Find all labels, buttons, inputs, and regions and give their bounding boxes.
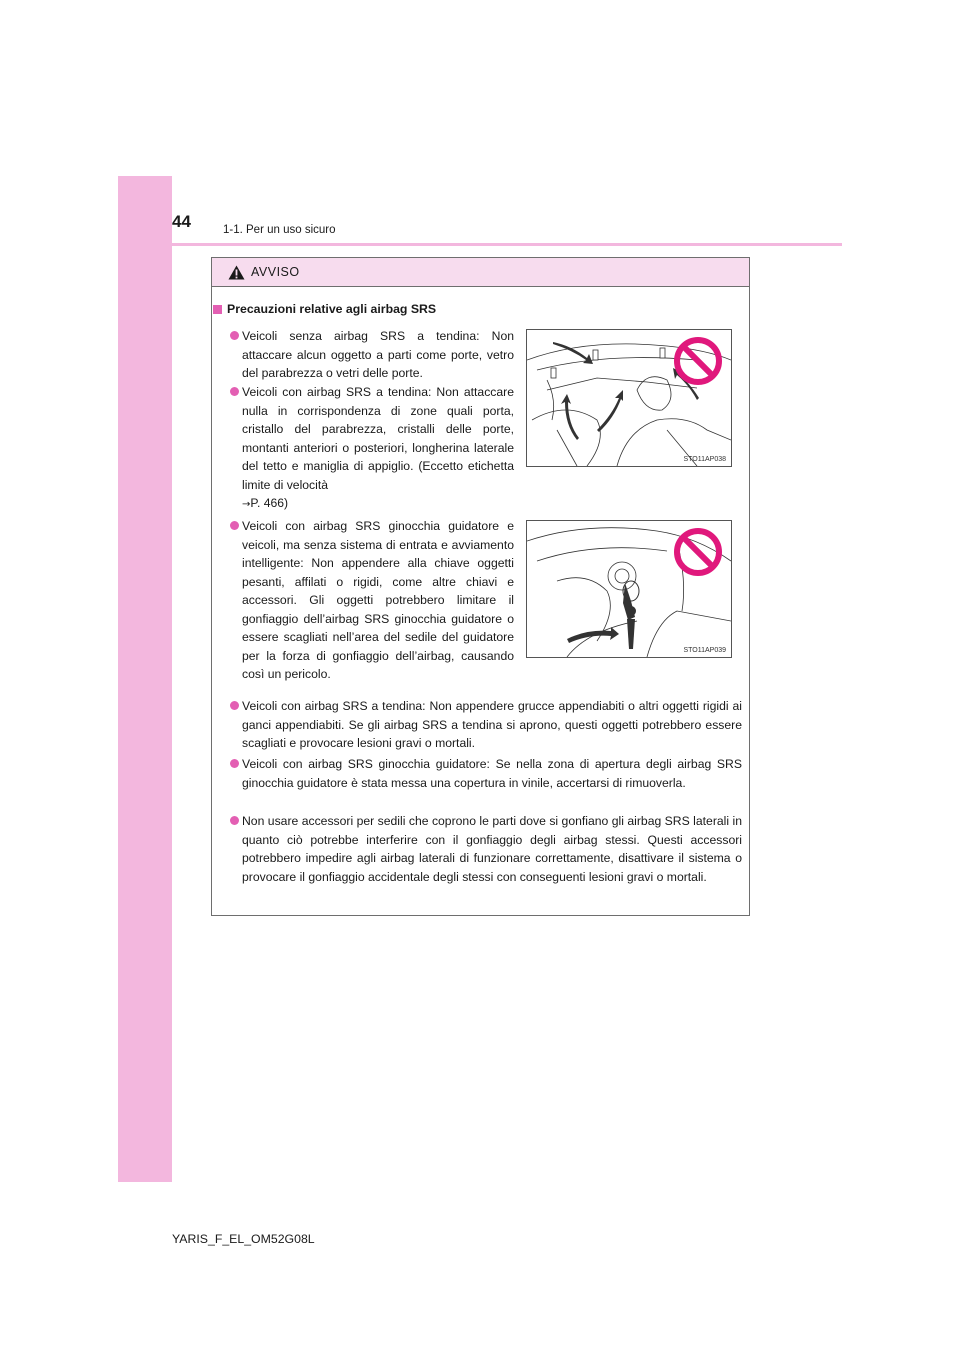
list-item: Veicoli con airbag SRS ginocchia guidatore e veicoli, ma senza sistema di entrata e avviamento intelligente: Non appendere alla chiave oggetti pesanti, affilati o rigidi, come altre chiavi e accessori. Gli oggetti potrebbero limitare il gonfiaggio dell’airbag SRS ginocchia guidatore o essere scagliati nell’area del sedile del guidatore per la forza di gonfiaggio dell’airbag, causando così un pericolo.	[242, 517, 514, 684]
warning-triangle-icon	[228, 265, 245, 280]
list-item: Veicoli con airbag SRS a tendina: Non appendere grucce appendiabiti o altri oggetti rigidi ai ganci appendiabiti. Se gli airbag SRS a tendina si aprono, questi oggetti potrebbero essere scagliati e provocare lesioni gravi o mortali.	[242, 697, 742, 753]
bullet-circle-icon	[230, 387, 239, 396]
document-code: YARIS_F_EL_OM52G08L	[172, 1232, 315, 1246]
prohibition-icon	[673, 336, 723, 386]
list-item: Veicoli con airbag SRS ginocchia guidatore: Se nella zona di apertura degli airbag SRS ginocchia guidatore è stata messa una copertura in vinile, accertarsi di rimuoverla.	[242, 755, 742, 792]
prohibition-icon	[673, 527, 723, 577]
list-item: Veicoli senza airbag SRS a tendina: Non attaccare alcun oggetto a parti come porte, vetro del parabrezza o vetri delle porte.	[242, 327, 514, 383]
bullet-circle-icon	[230, 701, 239, 710]
bullet-circle-icon	[230, 816, 239, 825]
subheading-text: Precauzioni relative agli airbag SRS	[227, 302, 437, 316]
reference-arrow: →	[242, 499, 251, 510]
illustration-key-ignition	[526, 520, 732, 658]
bullet-circle-icon	[230, 331, 239, 340]
page-reference: P. 466)	[250, 496, 289, 510]
side-tab-band	[118, 176, 172, 1182]
warning-header	[212, 258, 749, 287]
list-item: Non usare accessori per sedili che coprono le parti dove si gonfiano gli airbag SRS laterali in quanto ciò potrebbe interferire con il gonfiaggio degli airbag stessi. Questi accessori potrebbero impedire agli airbag laterali di funzionare correttamente, disattivare il sistema o provocare il gonfiaggio accidentale degli stessi con conseguenti lesioni gravi o mortali.	[242, 812, 742, 886]
square-marker-icon	[213, 305, 222, 314]
header-rule	[118, 243, 842, 246]
section-title: 1-1. Per un uso sicuro	[223, 224, 336, 236]
warning-title: AVVISO	[251, 265, 300, 279]
bullet-circle-icon	[230, 521, 239, 530]
illustration-cabin-interior	[526, 329, 732, 467]
list-item: Veicoli con airbag SRS a tendina: Non attaccare nulla in corrispondenza di zone quali porta, cristallo del parabrezza, cristalli delle porte, montanti anteriori o posteriori, longherina laterale del tetto e maniglia di appiglio. (Eccetto etichetta limite di velocità →P. 466)	[242, 383, 514, 515]
figure-code: STO11AP039	[683, 647, 726, 654]
subheading	[213, 302, 436, 316]
bullet-circle-icon	[230, 759, 239, 768]
page-number: 44	[172, 212, 191, 231]
figure-code: STO11AP038	[683, 456, 726, 463]
